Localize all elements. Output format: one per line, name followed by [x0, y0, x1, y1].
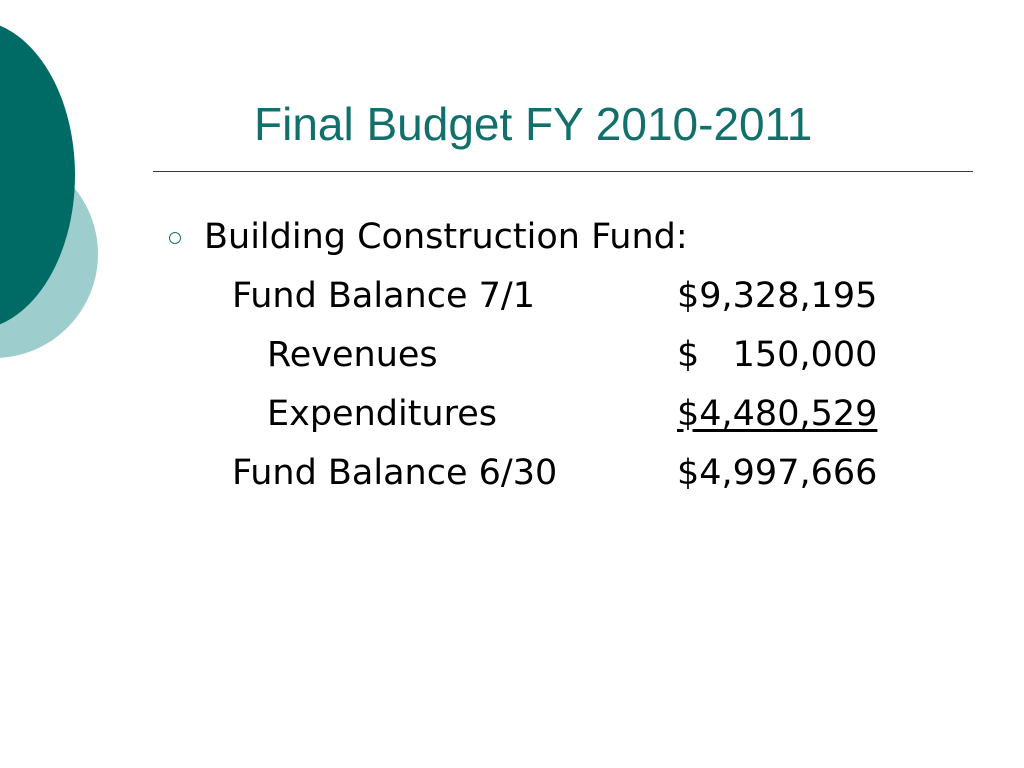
- title-divider: [153, 171, 973, 172]
- row-amount-expenditures: $4,480,529: [677, 394, 878, 434]
- row-label-fund-balance-end: Fund Balance 6/30: [232, 453, 558, 493]
- row-amount-fund-balance-end: $4,997,666: [677, 453, 878, 493]
- slide-title: Final Budget FY 2010-2011: [254, 98, 813, 150]
- row-label-expenditures: Expenditures: [267, 394, 497, 434]
- bullet-heading: Building Construction Fund:: [204, 217, 688, 257]
- row-label-revenues: Revenues: [267, 335, 438, 375]
- bullet-circle-icon: [169, 232, 181, 244]
- row-label-fund-balance-start: Fund Balance 7/1: [232, 276, 535, 316]
- row-amount-revenues: $ 150,000: [677, 335, 878, 375]
- row-amount-fund-balance-start: $9,328,195: [677, 276, 878, 316]
